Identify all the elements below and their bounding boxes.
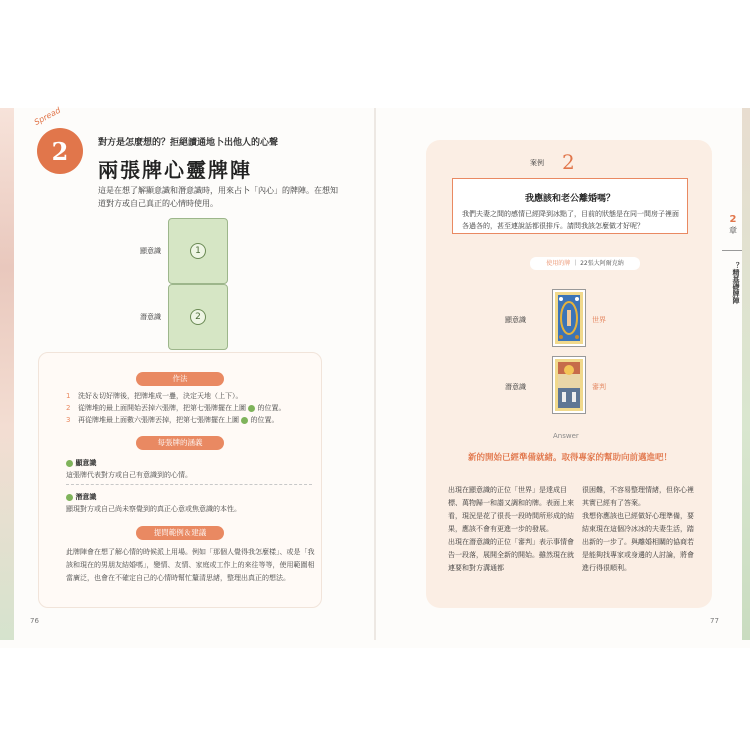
card-back — [168, 284, 228, 350]
chapter-divider — [722, 250, 742, 251]
answer-column-right: 很困難，不容易整理情緒，但你心裡其實已經有了答案。 我想你應該也已經做好心理準備，要結束現在這個冷冰冰的夫妻生活，踏出新的一步了。與離婚相關的協商若是能夠找專家或身邊的人討論，將會進行得很順利。 — [582, 486, 694, 572]
green-dot-icon — [248, 405, 255, 412]
answer-title: 新的開始已經準備就緒。取得專家的幫助向前邁進吧！ — [467, 453, 672, 463]
tarot-left-label: 顯意識 — [505, 316, 526, 324]
tarot-judgement-art — [558, 362, 580, 408]
tarot-right-label: 審判 — [592, 383, 606, 391]
card-number: 1 — [190, 243, 206, 259]
meaning-item: 潛意識 顯現對方或自己尚未察覺到的真正心意或焦意識的本性。 — [66, 493, 241, 513]
page-number-left: 76 — [30, 617, 39, 625]
answer-label: Answer — [553, 432, 579, 440]
spread-number: 2 — [51, 136, 69, 166]
card-back — [168, 218, 228, 284]
tarot-left-label: 潛意識 — [505, 383, 526, 391]
case-number: 2 — [562, 150, 575, 174]
card-row-conscious — [140, 218, 228, 284]
chapter-tab: 2 章 — [729, 214, 737, 235]
tarot-card-judgement — [553, 357, 585, 413]
intro-text: 這是在想了解顯意識和潛意識時，用來占卜「內心」的牌陣。在想知道對方或自己真正的心情時使用。 — [98, 186, 338, 208]
spread-label: Spread — [32, 105, 63, 127]
green-dot-icon — [66, 460, 73, 467]
tips-title: 提問範例＆建議 — [136, 526, 224, 540]
meaning-title: 每張牌的涵義 — [136, 436, 224, 450]
steps-list — [66, 390, 316, 426]
question-body: 我們夫妻之間的感情已經降到冰點了，目前的狀態是在同一間房子裡面各過各的，甚至連說話都很排斥。請問我該怎麼做才好呢？ — [462, 210, 679, 230]
meaning-item: 顯意識 這張牌代表對方或自己有意識到的心情。 — [66, 459, 192, 479]
step-item: 2 從牌堆的最上面開始丟掉六張牌，把第七張牌擺在上圖 的位置。 — [66, 404, 286, 412]
page-title: 兩張牌心靈牌陣 — [98, 158, 252, 182]
card-number: 2 — [190, 309, 206, 325]
left-page-edge — [0, 108, 14, 640]
tarot-world-art — [558, 295, 580, 341]
card-label: 顯意識 — [140, 247, 161, 255]
card-label: 潛意識 — [140, 313, 161, 321]
tarot-card-world — [553, 290, 585, 346]
step-item: 3 再從牌堆最上面數六張牌丟掉，把第七張牌擺在上圖 的位置。 — [66, 416, 279, 424]
right-page-edge — [742, 108, 750, 640]
answer-column-left: 出現在顯意識的正位「世界」是達成目標、萬物歸一和諧又調和的牌。表面上來看，現況是花了很長一段時間所形成的結果，應該不會有更進一步的發展。 出現在潛意識的正位「審判」表示事情會告一段落，展開全新的開始。雖然現在就連要和對方溝通都 — [448, 486, 574, 572]
tips-text: 此牌陣會在想了解心情的時候派上用場。例如「那個人覺得我怎麼樣」、或是「我該和現在的男朋友結婚嗎」，變情、友情、家庭或工作上的來往等等，使用範圍相當廣泛，也會在不確定自己的心情時幫忙釐清思緒，整理出真正的想法。 — [66, 548, 315, 582]
green-dot-icon — [66, 494, 73, 501]
page-gutter — [374, 108, 376, 640]
tarot-right-label: 世界 — [592, 316, 606, 324]
method-title: 作法 — [136, 372, 224, 386]
dashed-divider — [66, 484, 312, 485]
kicker-text: 對方是怎麼想的？拒絕讀通地卜出他人的心聲 — [98, 138, 279, 148]
step-item: 1 洗好＆切好牌後，把牌堆成一疊，決定天地（上下）。 — [66, 392, 243, 400]
spread-badge — [37, 128, 83, 174]
page-number-right: 77 — [710, 617, 719, 625]
question-title: 我應該和老公離婚嗎？ — [524, 194, 615, 204]
used-cards-pill: 使用的牌 ｜ 22張大阿爾克納 — [530, 257, 640, 270]
chapter-side-text: ？精基礎牌陣 — [732, 262, 740, 304]
card-row-subconscious — [140, 284, 228, 350]
case-label: 案例 — [530, 159, 544, 167]
green-dot-icon — [241, 417, 248, 424]
